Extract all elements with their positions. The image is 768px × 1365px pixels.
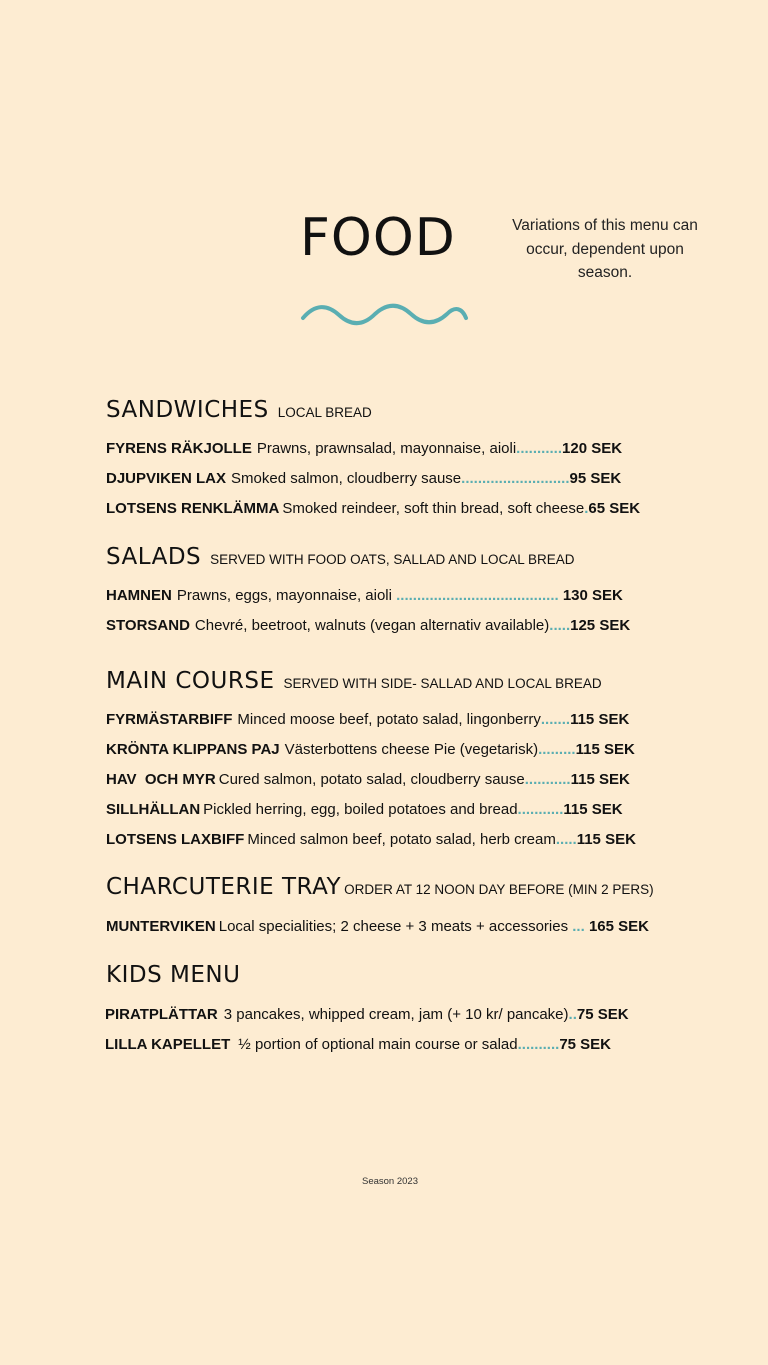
dot-leader: .: [584, 500, 589, 517]
dot-leader: ..: [568, 1006, 577, 1023]
item-name: MUNTERVIKEN: [106, 918, 216, 935]
section-heading-sandwiches: [106, 397, 372, 423]
item-price: 115 SEK: [563, 801, 623, 818]
section-subtitle: SERVED WITH SIDE- SALLAD AND LOCAL BREAD: [283, 676, 602, 691]
menu-item: [106, 741, 635, 758]
menu-item: [105, 1006, 629, 1023]
item-price: 75 SEK: [559, 1036, 612, 1053]
item-price: 65 SEK: [588, 500, 641, 517]
dot-leader: .......: [540, 711, 571, 728]
dot-leader: .........: [538, 741, 576, 758]
item-description: Smoked reindeer, soft thin bread, soft cheese: [282, 500, 585, 517]
section-subtitle: LOCAL BREAD: [277, 405, 372, 420]
menu-item: [106, 587, 623, 604]
section-name: CHARCUTERIE TRAY: [106, 874, 342, 900]
menu-item: [106, 617, 630, 634]
section-heading-main-course: [106, 668, 602, 694]
item-price: 115 SEK: [576, 831, 636, 848]
dot-leader: ...: [568, 918, 589, 935]
section-name: MAIN COURSE: [106, 668, 275, 694]
item-name: FYRENS RÄKJOLLE: [106, 440, 252, 457]
section-name: KIDS MENU: [106, 962, 241, 988]
item-price: 95 SEK: [569, 470, 622, 487]
item-description: Minced salmon beef, potato salad, herb cream: [247, 831, 556, 848]
item-price: 165 SEK: [588, 918, 649, 935]
dot-leader: ..........: [517, 1036, 560, 1053]
item-description: Prawns, prawnsalad, mayonnaise, aioli: [256, 440, 517, 457]
dot-leader: ..........................: [461, 470, 570, 487]
dot-leader: .....: [555, 831, 577, 848]
item-description: Västerbottens cheese Pie (vegetarisk): [284, 741, 539, 758]
section-heading-charcuterie: [106, 874, 654, 900]
section-subtitle: SERVED WITH FOOD OATS, SALLAD AND LOCAL BREAD: [210, 552, 575, 567]
item-description: Chevré, beetroot, walnuts (vegan alternativ available): [194, 617, 550, 634]
dot-leader: ...........: [516, 440, 563, 457]
item-description: 3 pancakes, whipped cream, jam (+ 10 kr/ pancake): [223, 1006, 569, 1023]
dot-leader: ...........: [517, 801, 564, 818]
section-heading-kids: [106, 962, 240, 988]
item-price: 125 SEK: [570, 617, 631, 634]
item-description: Pickled herring, egg, boiled potatoes and bread: [203, 801, 518, 818]
item-price: 115 SEK: [570, 711, 630, 728]
item-name: HAV OCH MYR: [106, 771, 216, 788]
item-price: 75 SEK: [576, 1006, 629, 1023]
item-description: Local specialities; 2 cheese + 3 meats + accessories: [218, 918, 569, 935]
page-title: FOOD: [300, 208, 456, 268]
menu-item: [106, 831, 636, 848]
item-name: HAMNEN: [106, 587, 172, 604]
section-name: SANDWICHES: [106, 397, 269, 423]
season-note: Variations of this menu can occur, dependent upon season.: [512, 217, 698, 281]
item-name: LOTSENS RENKLÄMMA: [106, 500, 280, 517]
menu-item: [106, 801, 623, 818]
item-description: Cured salmon, potato salad, cloudberry sause: [218, 771, 525, 788]
menu-item: [106, 440, 622, 457]
section-subtitle: ORDER AT 12 NOON DAY BEFORE (MIN 2 PERS): [344, 882, 654, 897]
menu-item: [106, 918, 649, 935]
item-price: 115 SEK: [570, 771, 630, 788]
item-name: SILLHÄLLAN: [106, 801, 201, 818]
item-price: 115 SEK: [575, 741, 635, 758]
item-description: Prawns, eggs, mayonnaise, aioli: [176, 587, 392, 604]
menu-item: [106, 711, 629, 728]
season-footer: Season 2023: [362, 1176, 418, 1187]
item-description: Smoked salmon, cloudberry sause: [231, 470, 462, 487]
dot-leader: ...........: [524, 771, 571, 788]
item-name: STORSAND: [106, 617, 190, 634]
item-name: FYRMÄSTARBIFF: [106, 711, 233, 728]
item-name: DJUPVIKEN LAX: [106, 470, 227, 487]
item-name: KRÖNTA KLIPPANS PAJ: [106, 741, 280, 758]
item-description: Minced moose beef, potato salad, lingonberry: [237, 711, 541, 728]
section-name: SALADS: [106, 544, 202, 570]
item-price: 130 SEK: [562, 587, 623, 604]
menu-item: [105, 1036, 611, 1053]
section-heading-salads: [106, 544, 575, 570]
item-price: 120 SEK: [562, 440, 623, 457]
menu-item: [106, 771, 630, 788]
menu-item: [106, 470, 621, 487]
dot-leader: .....: [549, 617, 571, 634]
wave-divider: [300, 300, 470, 328]
item-description: ½ portion of optional main course or salad: [238, 1036, 518, 1053]
menu-item: [106, 500, 640, 517]
item-name: LILLA KAPELLET: [105, 1036, 231, 1053]
item-name: LOTSENS LAXBIFF: [106, 831, 245, 848]
item-name: PIRATPLÄTTAR: [105, 1006, 218, 1023]
dot-leader: .......................................: [391, 587, 563, 604]
